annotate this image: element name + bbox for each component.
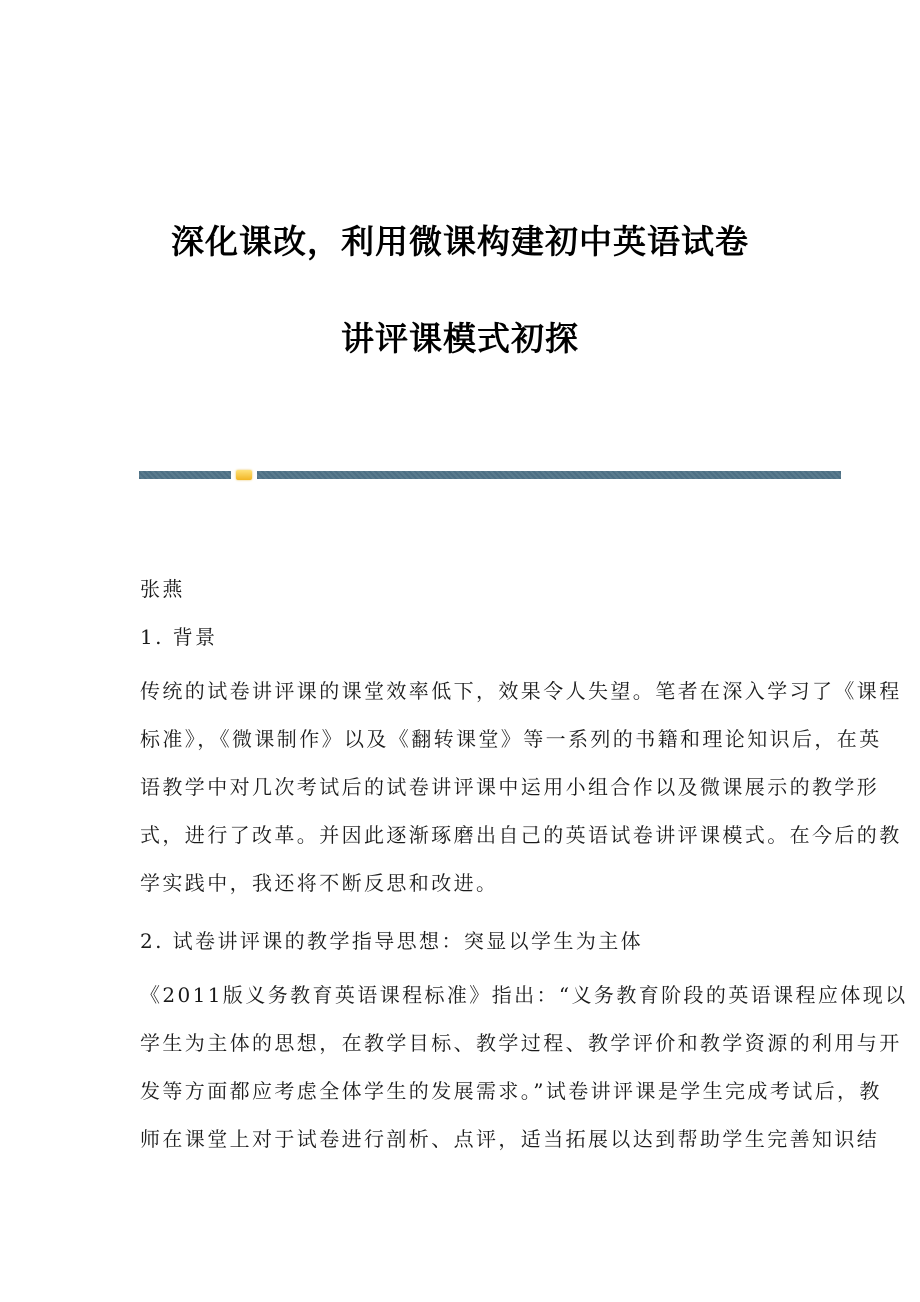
paragraph-line: 《2011版义务教育英语课程标准》指出：“义务教育阶段的英语课程应体现以 [140, 983, 908, 1007]
document-title-line-2: 讲评课模式初探 [341, 319, 579, 358]
title-divider [139, 471, 841, 480]
section-heading-2: 2. 试卷讲评课的教学指导思想：突显以学生为主体 [140, 929, 644, 953]
divider-bar-left [139, 471, 231, 479]
section-paragraph-1 [140, 667, 902, 907]
divider-bar-right [257, 471, 841, 479]
paragraph-line: 学生为主体的思想，在教学目标、教学过程、教学评价和教学资源的利用与开 [140, 1031, 902, 1055]
author-name: 张燕 [140, 577, 185, 601]
section-paragraph-2 [140, 971, 908, 1163]
paragraph-line: 传统的试卷讲评课的课堂效率低下，效果令人失望。笔者在深入学习了《课程 [140, 679, 902, 703]
paragraph-line: 发等方面都应考虑全体学生的发展需求。”试卷讲评课是学生完成考试后，教 [140, 1079, 882, 1103]
paragraph-line: 学实践中，我还将不断反思和改进。 [140, 871, 499, 895]
paragraph-line: 语教学中对几次考试后的试卷讲评课中运用小组合作以及微课展示的教学形 [140, 775, 880, 799]
divider-ornament-icon [236, 470, 252, 480]
paragraph-line: 标准》，《微课制作》以及《翻转课堂》等一系列的书籍和理论知识后，在英 [140, 727, 882, 751]
paragraph-line: 师在课堂上对于试卷进行剖析、点评，适当拓展以达到帮助学生完善知识结 [140, 1127, 880, 1151]
section-heading-1: 1. 背景 [140, 625, 218, 649]
paragraph-line: 式，进行了改革。并因此逐渐琢磨出自己的英语试卷讲评课模式。在今后的教 [140, 823, 902, 847]
document-title-line-1: 深化课改，利用微课构建初中英语试卷 [171, 222, 749, 261]
